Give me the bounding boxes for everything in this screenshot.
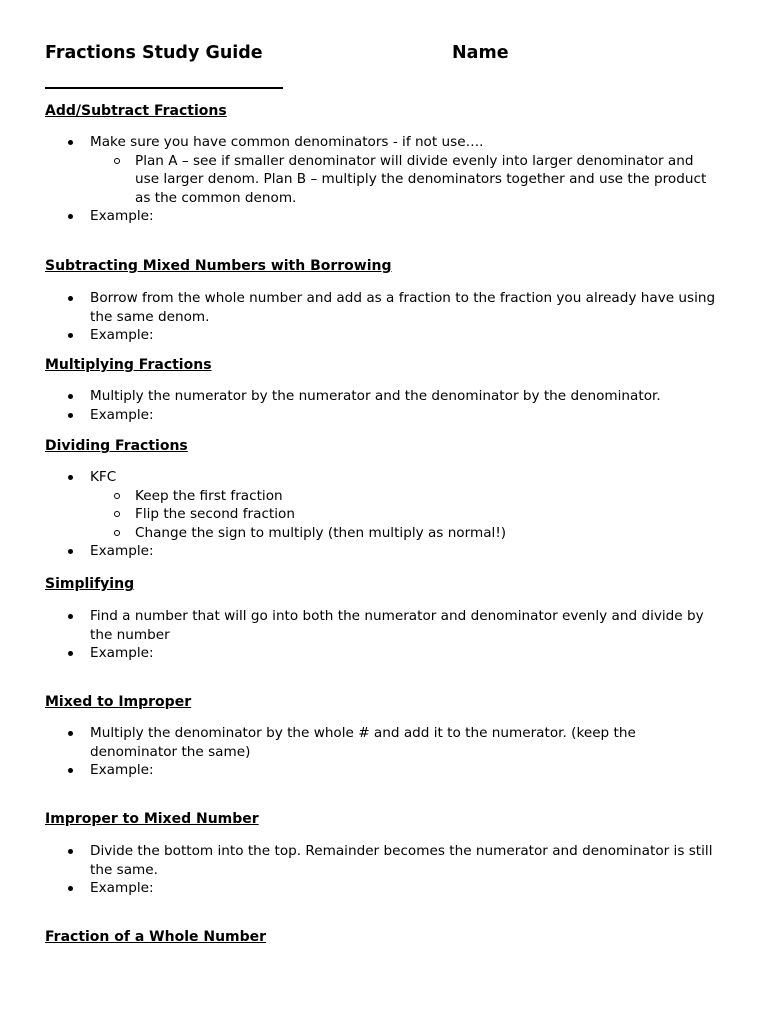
list-borrowing [0, 289, 768, 345]
list-item: KFC [0, 468, 720, 487]
list-item: Find a number that will go into both the numerator and denominator evenly and divide by the number [0, 607, 720, 644]
heading-mixed-to-improper: Mixed to Improper [45, 694, 192, 710]
list-multiplying [0, 387, 768, 424]
list-improper-to-mixed [0, 842, 768, 898]
list-item: Example: [0, 207, 720, 226]
list-item: Example: [0, 879, 720, 898]
heading-fraction-of-whole: Fraction of a Whole Number [45, 929, 267, 945]
list-item: Flip the second fraction [0, 505, 720, 524]
list-item: Example: [0, 326, 720, 345]
heading-simplifying: Simplifying [45, 576, 135, 592]
document-title: Fractions Study Guide [45, 43, 263, 63]
name-label: Name [452, 43, 509, 63]
heading-multiplying: Multiplying Fractions [45, 357, 212, 373]
heading-improper-to-mixed: Improper to Mixed Number [45, 811, 259, 827]
list-item: Change the sign to multiply (then multiply as normal!) [0, 524, 720, 543]
list-item: Example: [0, 761, 720, 780]
list-item: Make sure you have common denominators - if not use…. [0, 133, 720, 152]
list-item: Borrow from the whole number and add as a fraction to the fraction you already have using the same denom. [0, 289, 720, 326]
list-item: Multiply the numerator by the numerator and the denominator by the denominator. [0, 387, 720, 406]
list-item: Divide the bottom into the top. Remainder becomes the numerator and denominator is still the same. [0, 842, 720, 879]
list-item: Example: [0, 406, 720, 425]
list-simplifying [0, 607, 768, 663]
name-blank-line [45, 87, 283, 89]
heading-dividing: Dividing Fractions [45, 438, 188, 454]
list-dividing [0, 468, 768, 561]
list-item: Multiply the denominator by the whole # and add it to the numerator. (keep the denominator the same) [0, 724, 720, 761]
list-item: Example: [0, 542, 720, 561]
list-mixed-to-improper [0, 724, 768, 780]
heading-borrowing: Subtracting Mixed Numbers with Borrowing [45, 258, 392, 274]
heading-add-subtract: Add/Subtract Fractions [45, 103, 227, 119]
list-add-subtract [0, 133, 768, 226]
list-item: Plan A – see if smaller denominator will divide evenly into larger denominator and use larger denom. Plan B – multiply the denominators together and use the product as the common denom. [0, 152, 720, 208]
list-item: Example: [0, 644, 720, 663]
list-item: Keep the first fraction [0, 487, 720, 506]
